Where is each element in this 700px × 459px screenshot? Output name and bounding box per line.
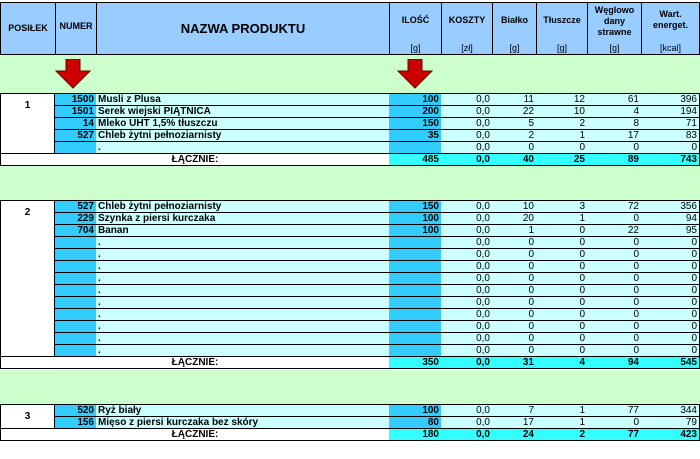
header-weglowo-line3: strawne (597, 27, 632, 37)
total-fat-cell: 4 (536, 357, 588, 369)
total-energy-cell: 743 (641, 154, 700, 166)
table-row[interactable] (0, 249, 700, 261)
carbs-cell[interactable]: 0 (587, 249, 642, 261)
header-wart-unit: [kcal] (659, 43, 681, 53)
fat-cell[interactable]: 0 (536, 249, 588, 261)
fat-cell[interactable]: 0 (536, 333, 588, 345)
table-row[interactable] (0, 142, 700, 154)
cost-cell[interactable]: 0,0 (441, 285, 493, 297)
header-wart-line1: Wart. (659, 9, 682, 19)
quantity-cell[interactable]: 100 (389, 225, 442, 237)
energy-cell[interactable]: 0 (641, 261, 700, 273)
energy-cell[interactable]: 0 (641, 345, 700, 357)
fat-cell[interactable]: 12 (536, 94, 588, 106)
carbs-cell[interactable]: 22 (587, 225, 642, 237)
cost-cell[interactable]: 0,0 (441, 273, 493, 285)
product-number-cell[interactable]: 704 (55, 225, 97, 237)
header-wart-energet[interactable] (641, 2, 700, 55)
protein-cell[interactable]: 0 (492, 321, 537, 333)
product-number-cell[interactable]: 527 (55, 201, 97, 213)
header-wart-line2: energet. (652, 20, 688, 30)
header-ilosc[interactable] (389, 2, 442, 55)
energy-cell[interactable]: 0 (641, 309, 700, 321)
product-name-cell[interactable]: Szynka z piersi kurczaka (96, 213, 390, 225)
quantity-cell[interactable] (389, 333, 442, 345)
energy-cell[interactable]: 83 (641, 130, 700, 142)
product-number-cell[interactable]: 1501 (55, 106, 97, 118)
cost-cell[interactable]: 0,0 (441, 297, 493, 309)
cost-cell[interactable]: 0,0 (441, 309, 493, 321)
carbs-cell[interactable]: 72 (587, 201, 642, 213)
table-row[interactable] (0, 321, 700, 333)
total-quantity-cell: 485 (389, 154, 442, 166)
table-row[interactable] (0, 273, 700, 285)
energy-cell[interactable]: 356 (641, 201, 700, 213)
product-name-cell[interactable]: . (96, 261, 390, 273)
header-numer[interactable]: NUMER (55, 2, 97, 55)
fat-cell[interactable]: 0 (536, 273, 588, 285)
total-cost-cell: 0,0 (441, 357, 493, 369)
protein-cell[interactable]: 0 (492, 273, 537, 285)
energy-cell[interactable]: 71 (641, 118, 700, 130)
protein-cell[interactable]: 0 (492, 261, 537, 273)
cost-cell[interactable]: 0,0 (441, 321, 493, 333)
protein-cell[interactable]: 0 (492, 142, 537, 154)
cost-cell[interactable]: 0,0 (441, 345, 493, 357)
product-number-cell[interactable]: 156 (55, 417, 97, 429)
product-number-cell[interactable] (55, 273, 97, 285)
cost-cell[interactable]: 0,0 (441, 201, 493, 213)
product-name-cell[interactable]: Serek wiejski PIĄTNICA (96, 106, 390, 118)
separator-band (0, 370, 700, 404)
total-row (0, 357, 700, 369)
table-row[interactable] (0, 237, 700, 249)
fat-cell[interactable]: 1 (536, 213, 588, 225)
header-nazwa[interactable]: NAZWA PRODUKTU (96, 2, 390, 55)
quantity-cell[interactable] (389, 297, 442, 309)
cost-cell[interactable]: 0,0 (441, 237, 493, 249)
quantity-cell[interactable] (389, 249, 442, 261)
protein-cell[interactable]: 2 (492, 130, 537, 142)
protein-cell[interactable]: 17 (492, 417, 537, 429)
header-bialko[interactable] (492, 2, 537, 55)
product-name-cell[interactable]: . (96, 249, 390, 261)
protein-cell[interactable]: 0 (492, 249, 537, 261)
quantity-cell[interactable]: 100 (389, 94, 442, 106)
product-name-cell[interactable]: . (96, 273, 390, 285)
total-fat-cell: 2 (536, 429, 588, 441)
total-label: ŁĄCZNIE: (0, 429, 390, 441)
total-label: ŁĄCZNIE: (0, 154, 390, 166)
fat-cell[interactable]: 1 (536, 405, 588, 417)
quantity-cell[interactable]: 150 (389, 118, 442, 130)
energy-cell[interactable]: 0 (641, 321, 700, 333)
energy-cell[interactable]: 0 (641, 237, 700, 249)
product-number-cell[interactable] (55, 309, 97, 321)
quantity-cell[interactable] (389, 309, 442, 321)
total-row (0, 429, 700, 441)
product-name-cell[interactable]: . (96, 237, 390, 249)
total-protein-cell: 40 (492, 154, 537, 166)
cost-cell[interactable]: 0,0 (441, 94, 493, 106)
table-row[interactable] (0, 118, 700, 130)
header-koszty-unit: [zł] (461, 43, 473, 53)
header-bialko-label: Białko (500, 15, 528, 25)
total-protein-cell: 24 (492, 429, 537, 441)
meal-id: 3 (0, 405, 55, 429)
cost-cell[interactable]: 0,0 (441, 130, 493, 142)
energy-cell[interactable]: 0 (641, 142, 700, 154)
energy-cell[interactable]: 0 (641, 297, 700, 309)
carbs-cell[interactable]: 0 (587, 285, 642, 297)
protein-cell[interactable]: 1 (492, 225, 537, 237)
quantity-cell[interactable] (389, 321, 442, 333)
arrow-down-icon (396, 59, 434, 89)
quantity-cell[interactable]: 200 (389, 106, 442, 118)
meal-id: 2 (0, 201, 55, 357)
table-row[interactable] (0, 333, 700, 345)
total-energy-cell: 545 (641, 357, 700, 369)
product-name-cell[interactable]: Chleb żytni pełnoziarnisty (96, 130, 390, 142)
fat-cell[interactable]: 0 (536, 321, 588, 333)
total-carbs-cell: 94 (587, 357, 642, 369)
product-name-cell[interactable]: . (96, 142, 390, 154)
fat-cell[interactable]: 0 (536, 285, 588, 297)
carbs-cell[interactable]: 0 (587, 213, 642, 225)
energy-cell[interactable]: 79 (641, 417, 700, 429)
fat-cell[interactable]: 0 (536, 297, 588, 309)
quantity-cell[interactable] (389, 285, 442, 297)
header-ilosc-label: ILOŚĆ (401, 15, 430, 25)
product-number-cell[interactable]: 229 (55, 213, 97, 225)
cost-cell[interactable]: 0,0 (441, 261, 493, 273)
fat-cell[interactable]: 0 (536, 345, 588, 357)
table-row[interactable] (0, 405, 700, 417)
product-name-cell[interactable]: Mięso z piersi kurczaka bez skóry (96, 417, 390, 429)
quantity-cell[interactable]: 100 (389, 405, 442, 417)
total-quantity-cell: 180 (389, 429, 442, 441)
carbs-cell[interactable]: 61 (587, 94, 642, 106)
protein-cell[interactable]: 0 (492, 237, 537, 249)
protein-cell[interactable]: 22 (492, 106, 537, 118)
quantity-cell[interactable] (389, 261, 442, 273)
product-name-cell[interactable]: . (96, 345, 390, 357)
protein-cell[interactable]: 0 (492, 333, 537, 345)
product-number-cell[interactable]: 520 (55, 405, 97, 417)
quantity-cell[interactable] (389, 273, 442, 285)
product-number-cell[interactable] (55, 333, 97, 345)
carbs-cell[interactable]: 0 (587, 273, 642, 285)
product-number-cell[interactable] (55, 261, 97, 273)
meal-id: 1 (0, 94, 55, 154)
energy-cell[interactable]: 95 (641, 225, 700, 237)
product-number-cell[interactable] (55, 237, 97, 249)
header-weglowo-unit: [g] (609, 43, 620, 53)
separator-band (0, 55, 700, 93)
fat-cell[interactable]: 0 (536, 261, 588, 273)
table-row[interactable] (0, 285, 700, 297)
table-row[interactable] (0, 345, 700, 357)
cost-cell[interactable]: 0,0 (441, 106, 493, 118)
table-row[interactable] (0, 106, 700, 118)
fat-cell[interactable]: 0 (536, 237, 588, 249)
product-number-cell[interactable] (55, 285, 97, 297)
carbs-cell[interactable]: 77 (587, 405, 642, 417)
product-name-cell[interactable]: Musli z Plusa (96, 94, 390, 106)
total-energy-cell: 423 (641, 429, 700, 441)
fat-cell[interactable]: 3 (536, 201, 588, 213)
product-number-cell[interactable] (55, 249, 97, 261)
carbs-cell[interactable]: 0 (587, 345, 642, 357)
fat-cell[interactable]: 0 (536, 309, 588, 321)
energy-cell[interactable]: 0 (641, 249, 700, 261)
carbs-cell[interactable]: 0 (587, 321, 642, 333)
product-number-cell[interactable]: 527 (55, 130, 97, 142)
product-name-cell[interactable]: . (96, 321, 390, 333)
product-number-cell[interactable] (55, 321, 97, 333)
table-row[interactable] (0, 261, 700, 273)
cost-cell[interactable]: 0,0 (441, 249, 493, 261)
product-name-cell[interactable]: Chleb żytni pełnoziarnisty (96, 201, 390, 213)
header-tluszcze[interactable] (536, 2, 588, 55)
table-row[interactable] (0, 130, 700, 142)
carbs-cell[interactable]: 0 (587, 142, 642, 154)
product-name-cell[interactable]: . (96, 285, 390, 297)
total-fat-cell: 25 (536, 154, 588, 166)
quantity-cell[interactable]: 35 (389, 130, 442, 142)
product-name-cell[interactable]: Banan (96, 225, 390, 237)
arrow-down-icon (54, 59, 92, 89)
carbs-cell[interactable]: 0 (587, 261, 642, 273)
fat-cell[interactable]: 10 (536, 106, 588, 118)
quantity-cell[interactable] (389, 237, 442, 249)
total-quantity-cell: 350 (389, 357, 442, 369)
product-number-cell[interactable] (55, 142, 97, 154)
product-number-cell[interactable] (55, 345, 97, 357)
product-name-cell[interactable]: . (96, 297, 390, 309)
header-tluszcze-label: Tłuszcze (543, 15, 581, 25)
protein-cell[interactable]: 5 (492, 118, 537, 130)
fat-cell[interactable]: 1 (536, 130, 588, 142)
product-number-cell[interactable]: 1500 (55, 94, 97, 106)
header-tluszcze-unit: [g] (556, 43, 567, 53)
cost-cell[interactable]: 0,0 (441, 405, 493, 417)
product-number-cell[interactable] (55, 297, 97, 309)
cost-cell[interactable]: 0,0 (441, 118, 493, 130)
product-name-cell[interactable]: Mleko UHT 1,5% tłuszczu (96, 118, 390, 130)
protein-cell[interactable]: 0 (492, 285, 537, 297)
fat-cell[interactable]: 0 (536, 142, 588, 154)
table-row[interactable] (0, 225, 700, 237)
quantity-cell[interactable]: 150 (389, 201, 442, 213)
energy-cell[interactable]: 94 (641, 213, 700, 225)
energy-cell[interactable]: 396 (641, 94, 700, 106)
protein-cell[interactable]: 0 (492, 345, 537, 357)
header-ilosc-unit: [g] (410, 43, 421, 53)
header-weglowo-line2: dany (603, 16, 625, 26)
product-name-cell[interactable]: . (96, 309, 390, 321)
carbs-cell[interactable]: 17 (587, 130, 642, 142)
cost-cell[interactable]: 0,0 (441, 142, 493, 154)
fat-cell[interactable]: 1 (536, 417, 588, 429)
quantity-cell[interactable] (389, 345, 442, 357)
energy-cell[interactable]: 194 (641, 106, 700, 118)
energy-cell[interactable]: 0 (641, 273, 700, 285)
cost-cell[interactable]: 0,0 (441, 417, 493, 429)
quantity-cell[interactable] (389, 142, 442, 154)
carbs-cell[interactable]: 0 (587, 297, 642, 309)
energy-cell[interactable]: 344 (641, 405, 700, 417)
header-koszty-label: KOSZTY (448, 15, 486, 25)
total-protein-cell: 31 (492, 357, 537, 369)
total-cost-cell: 0,0 (441, 429, 493, 441)
header-weglowodany[interactable] (587, 2, 642, 55)
energy-cell[interactable]: 0 (641, 285, 700, 297)
header-posilek[interactable]: POSIŁEK (0, 2, 56, 55)
table-row[interactable] (0, 213, 700, 225)
header-weglowo-line1: Węglowo (594, 5, 635, 15)
carbs-cell[interactable]: 0 (587, 333, 642, 345)
carbs-cell[interactable]: 0 (587, 309, 642, 321)
fat-cell[interactable]: 0 (536, 225, 588, 237)
protein-cell[interactable]: 11 (492, 94, 537, 106)
total-row (0, 154, 700, 166)
protein-cell[interactable]: 0 (492, 309, 537, 321)
product-name-cell[interactable]: Ryż biały (96, 405, 390, 417)
table-row[interactable] (0, 297, 700, 309)
protein-cell[interactable]: 20 (492, 213, 537, 225)
energy-cell[interactable]: 0 (641, 333, 700, 345)
product-number-cell[interactable]: 14 (55, 118, 97, 130)
table-row[interactable] (0, 417, 700, 429)
header-koszty[interactable] (441, 2, 493, 55)
cost-cell[interactable]: 0,0 (441, 333, 493, 345)
header-bialko-unit: [g] (509, 43, 520, 53)
protein-cell[interactable]: 10 (492, 201, 537, 213)
table-row[interactable] (0, 309, 700, 321)
cost-cell[interactable]: 0,0 (441, 225, 493, 237)
cost-cell[interactable]: 0,0 (441, 213, 493, 225)
product-name-cell[interactable]: . (96, 333, 390, 345)
total-carbs-cell: 77 (587, 429, 642, 441)
total-carbs-cell: 89 (587, 154, 642, 166)
carbs-cell[interactable]: 4 (587, 106, 642, 118)
protein-cell[interactable]: 7 (492, 405, 537, 417)
total-label: ŁĄCZNIE: (0, 357, 390, 369)
quantity-cell[interactable]: 80 (389, 417, 442, 429)
carbs-cell[interactable]: 0 (587, 237, 642, 249)
table-row[interactable] (0, 201, 700, 213)
carbs-cell[interactable]: 0 (587, 417, 642, 429)
table-row[interactable] (0, 94, 700, 106)
protein-cell[interactable]: 0 (492, 297, 537, 309)
separator-band (0, 166, 700, 200)
total-cost-cell: 0,0 (441, 154, 493, 166)
fat-cell[interactable]: 2 (536, 118, 588, 130)
carbs-cell[interactable]: 8 (587, 118, 642, 130)
quantity-cell[interactable]: 100 (389, 213, 442, 225)
